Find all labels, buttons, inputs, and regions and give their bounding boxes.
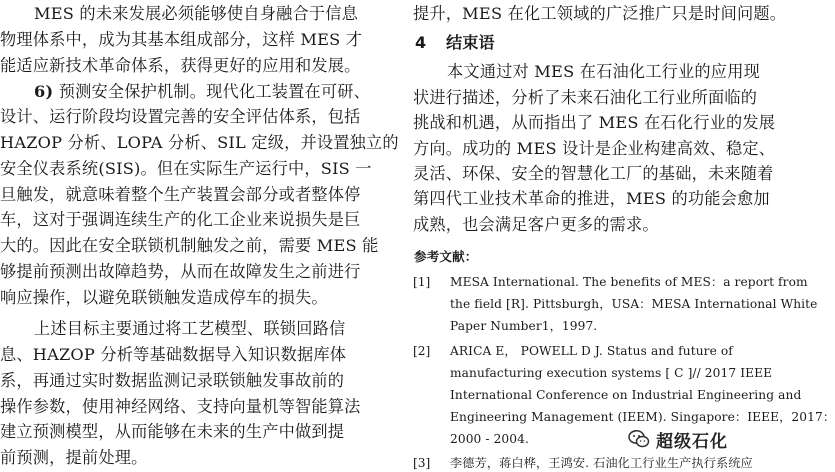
section-title: 结束语 xyxy=(446,33,495,52)
body-text-line: MES 的未来发展必须能够使自身融合于信息 xyxy=(34,4,359,23)
body-text-line: 设计、运行阶段均设置完善的安全评估体系，包括 xyxy=(0,107,361,126)
item-6-number: 6) xyxy=(34,82,54,101)
body-text-line: 响应操作，以避免联锁触发造成停车的损失。 xyxy=(0,288,328,307)
conclusion-line: 本文通过对 MES 在石油化工行业的应用现 xyxy=(447,62,760,81)
body-text-line: 安全仪表系统(SIS)。但在实际生产运行中，SIS 一 xyxy=(0,159,372,178)
body-text-line: 系，再通过实时数据监测记录联锁触发事故前的 xyxy=(0,371,345,390)
reference-line: ARICA E， POWELL D J. Status and future of xyxy=(450,344,733,358)
conclusion-line: 方向。成功的 MES 设计是企业构建高效、稳定、 xyxy=(413,139,776,158)
reference-line: Engineering Management (IEEM). Singapore：IEEE，2017： xyxy=(450,410,835,424)
reference-number: [2] xyxy=(413,344,431,358)
body-text-line: 大的。因此在安全联锁机制触发之前，需要 MES 能 xyxy=(0,236,379,255)
body-text-line: 建立预测模型，从而能够在未来的生产中做到提 xyxy=(0,422,345,441)
body-text-line: 上述目标主要通过将工艺模型、联锁回路信 xyxy=(34,319,346,338)
body-text-line: 提升，MES 在化工领域的广泛推广只是时间问题。 xyxy=(413,4,787,23)
body-text-line: 能适应新技术革命体系，获得更好的应用和发展。 xyxy=(0,56,361,75)
reference-line: International Conference on Industrial Engineering and xyxy=(450,388,802,402)
body-text-line: 操作参数，使用神经网络、支持向量机等智能算法 xyxy=(0,397,361,416)
conclusion-line: 灵活、环保、安全的智慧化工厂的基础，未来随着 xyxy=(413,164,774,183)
watermark-text: 超级石化 xyxy=(656,431,728,452)
conclusion-line: 状进行描述，分析了未来石油化工行业所面临的 xyxy=(413,88,758,107)
conclusion-line: 成熟，也会满足客户更多的需求。 xyxy=(413,215,659,234)
body-text-line: 够提前预测出故障趋势，从而在故障发生之前进行 xyxy=(0,262,361,281)
reference-line: the field [R]. Pittsburgh，USA：MESA International White xyxy=(450,297,818,311)
body-text-line: 前预测，提前处理。 xyxy=(0,448,148,467)
reference-line: manufacturing execution systems [ C ]// 2017 IEEE xyxy=(450,366,773,380)
section-heading xyxy=(415,33,495,53)
conclusion-line: 第四代工业技术革命的推进，MES 的功能会愈加 xyxy=(413,189,770,208)
references-title: 参考文献： xyxy=(414,249,478,264)
reference-line: 2000 - 2004. xyxy=(450,432,529,446)
watermark xyxy=(628,426,778,452)
body-text-line: HAZOP 分析、LOPA 分析、SIL 定级，并设置独立的 xyxy=(0,133,399,152)
reference-line: MESA International. The benefits of MES：a report from xyxy=(450,275,808,289)
conclusion-line: 挑战和机遇，从而指出了 MES 在石化行业的发展 xyxy=(413,113,776,132)
reference-line: Paper Number1，1997. xyxy=(450,319,598,333)
reference-number: [1] xyxy=(413,275,431,289)
wechat-icon xyxy=(628,428,650,450)
body-text-line: 旦触发，就意味着整个生产装置会部分或者整体停 xyxy=(0,185,361,204)
item-6-heading: 预测安全保护机制。现代化工装置在可研、 xyxy=(58,82,371,101)
section-number: 4 xyxy=(415,33,427,52)
body-text-line: 息、HAZOP 分析等基础数据导入知识数据库体 xyxy=(0,345,347,364)
reference-number: [3] xyxy=(413,456,431,470)
body-text-line: 物理体系中，成为其基本组成部分，这样 MES 才 xyxy=(0,30,363,49)
body-text-line: 车，这对于强调连续生产的化工企业来说损失是巨 xyxy=(0,210,361,229)
item-6-first-line xyxy=(34,82,370,102)
reference-line: 李德芳，蒋白桦，王鸿安. 石油化工行业生产执行系统应 xyxy=(450,456,753,470)
